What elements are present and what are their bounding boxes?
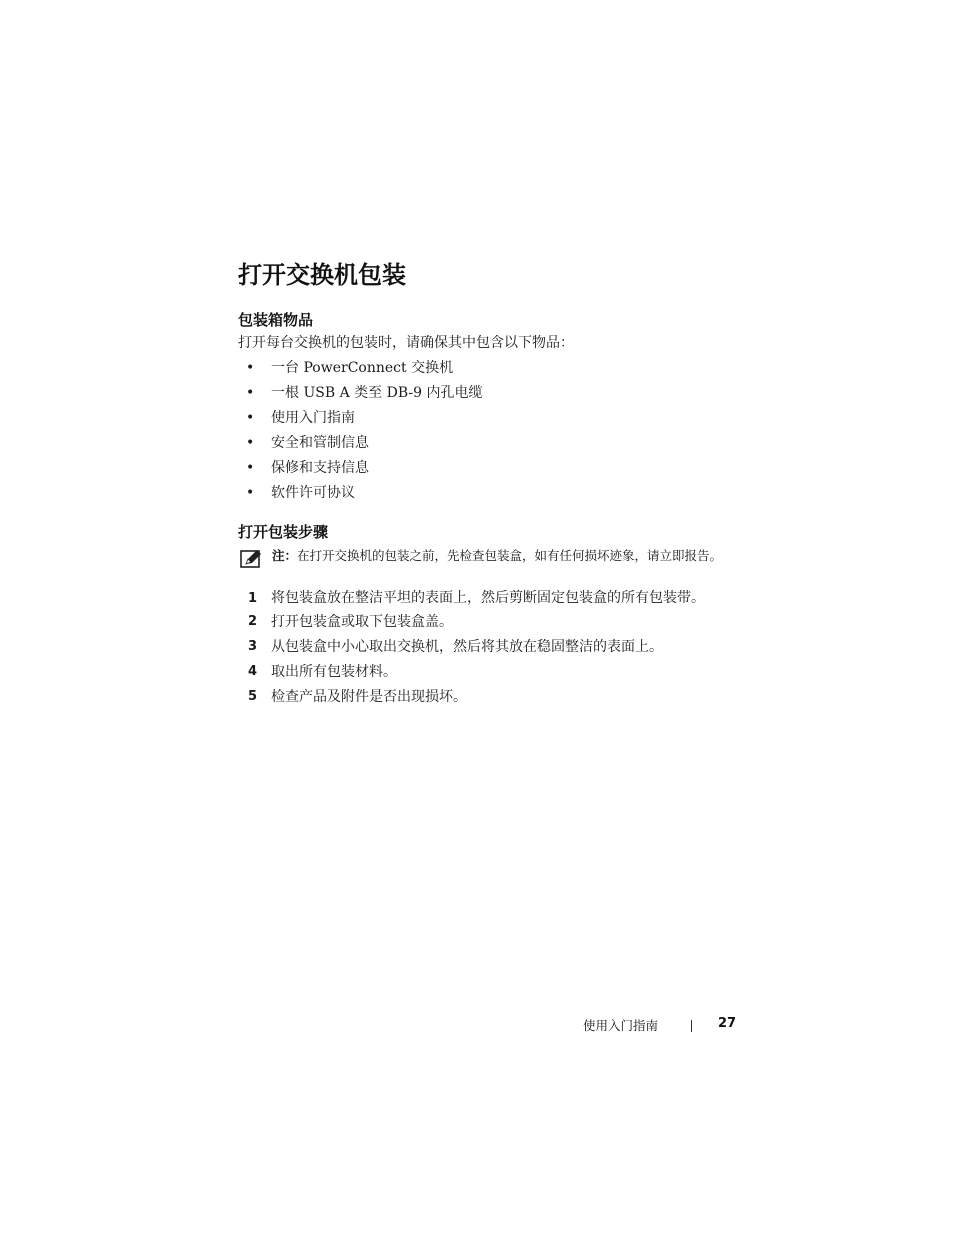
list-item-text: 保修和支持信息	[271, 460, 369, 476]
note-label: 注：	[272, 548, 298, 563]
page-number: 27	[718, 1016, 737, 1031]
step-item	[238, 661, 718, 683]
bullet: •	[246, 360, 255, 376]
step-text: 从包装盒中小心取出交换机，然后将其放在稳固整洁的表面上。	[271, 639, 663, 655]
bullet: •	[246, 485, 255, 501]
bullet: •	[246, 460, 255, 476]
contents-intro: 打开每台交换机的包装时，请确保其中包含以下物品：	[238, 335, 574, 351]
step-item	[238, 588, 718, 608]
step-number: 3	[248, 639, 258, 654]
bullet: •	[246, 410, 255, 426]
list-item-text: 一台 PowerConnect 交换机	[271, 360, 454, 376]
list-item-text: 安全和管制信息	[271, 435, 369, 451]
step-number: 4	[248, 664, 258, 679]
pencil-note-icon	[240, 549, 262, 569]
page-title: 打开交换机包装	[238, 261, 406, 289]
note-text	[272, 547, 732, 565]
note-body: 在打开交换机的包装之前，先检查包装盒，如有任何损坏迹象，请立即报告。	[297, 548, 723, 563]
note-box	[238, 547, 738, 587]
page-footer	[560, 1014, 736, 1036]
footer-separator	[691, 1020, 692, 1032]
step-number: 5	[248, 689, 258, 704]
contents-heading: 包装箱物品	[238, 311, 314, 329]
bullet: •	[246, 435, 255, 451]
step-text: 打开包装盒或取下包装盒盖。	[271, 614, 453, 630]
step-item	[238, 611, 718, 633]
step-item	[238, 686, 718, 708]
step-number: 2	[248, 614, 258, 629]
unpack-heading: 打开包装步骤	[238, 523, 329, 541]
step-text: 取出所有包装材料。	[271, 664, 397, 680]
list-item-text: 一根 USB A 类至 DB-9 内孔电缆	[271, 385, 483, 401]
step-number: 1	[248, 591, 258, 606]
list-item-text: 使用入门指南	[271, 410, 355, 426]
step-text: 将包装盒放在整洁平坦的表面上，然后剪断固定包装盒的所有包装带。	[271, 590, 705, 606]
list-item-text: 软件许可协议	[271, 485, 355, 501]
bullet: •	[246, 385, 255, 401]
step-item	[238, 636, 718, 658]
footer-guide-name: 使用入门指南	[583, 1018, 659, 1033]
steps-list	[238, 588, 718, 711]
step-text: 检查产品及附件是否出现损坏。	[271, 689, 467, 705]
